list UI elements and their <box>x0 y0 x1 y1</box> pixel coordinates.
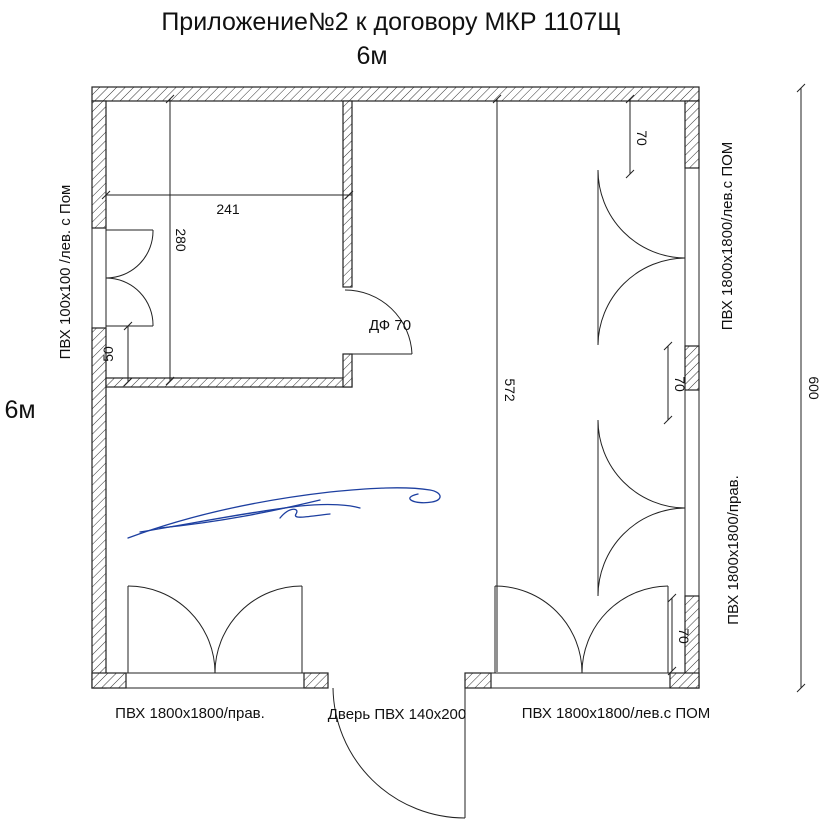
dim-room-width: 241 <box>216 201 240 217</box>
window-bottom-left-label: ПВХ 1800х1800/прав. <box>115 705 265 722</box>
dim-offset-top: 70 <box>634 130 650 146</box>
dim-main-length: 572 <box>502 378 518 402</box>
inner-door-label: ДФ 70 <box>368 317 412 334</box>
window-right-bottom-label: ПВХ 1800х1800/прав. <box>725 475 742 625</box>
door-main-label: Дверь ПВХ 140х200 <box>327 706 467 723</box>
overall-width-label: 6м <box>356 42 388 70</box>
dim-overall-side: 600 <box>806 376 822 400</box>
dim-window-offset: 50 <box>100 346 116 362</box>
signature <box>128 488 440 538</box>
inner-walls <box>106 101 352 387</box>
dim-offset-middle: 70 <box>672 376 688 392</box>
plan-title: Приложение№2 к договору МКР 1107Щ <box>161 8 621 36</box>
overall-height-label: 6м <box>4 396 36 424</box>
window-left-label: ПВХ 100х100 /лев. с Пом <box>57 184 74 360</box>
window-right-top-label: ПВХ 1800х1800/лев.с ПОМ <box>719 141 736 331</box>
window-bottom-right-label: ПВХ 1800х1800/лев.с ПОМ <box>521 705 711 722</box>
dim-room-height: 280 <box>173 228 189 252</box>
dim-offset-bottom: 70 <box>676 628 692 644</box>
